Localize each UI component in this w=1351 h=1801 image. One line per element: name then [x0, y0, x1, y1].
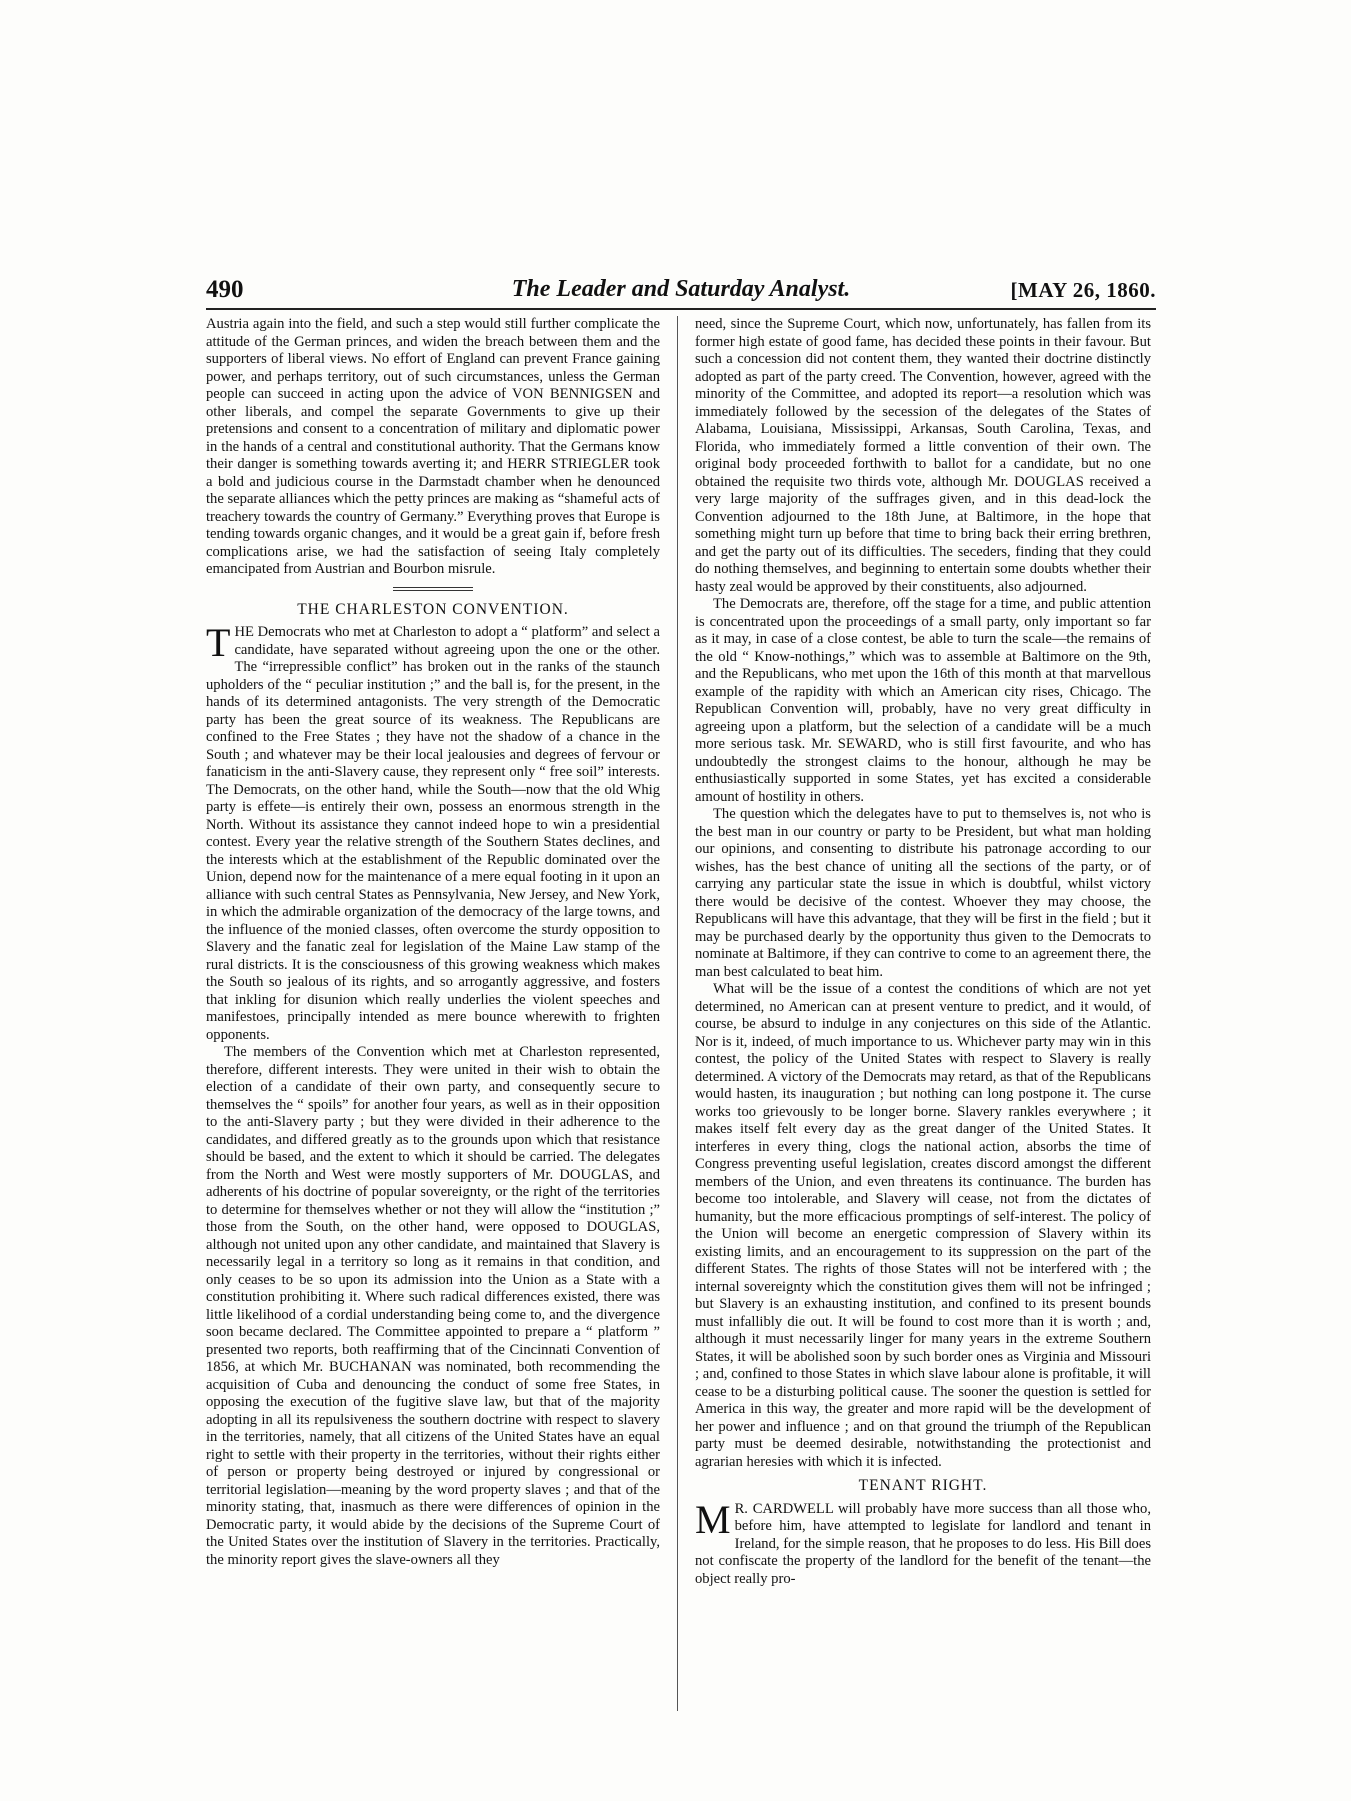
- tenant-right-heading: TENANT RIGHT.: [858, 1477, 988, 1494]
- charleston-paragraph-3: need, since the Supreme Court, which now, unfortunately, has fallen from its former high estate of good fame, has decided these points in their favour. But such a concession did not content them, they wanted their doctrine distinctly adopted as part of the party creed. The Convention, however, agreed with the minority of the Committee, and adopted its report—a resolution which was immediately followed by the secession of the delegates of the States of Alabama, Louisiana, Mississippi, Arkansas, South Carolina, Texas, and Florida, who immediately formed a little convention of their own. The original body proceeded forthwith to ballot for a candidate, but no one obtained the requisite two thirds vote, although Mr. DOUGLAS received a very large majority of the suffrages given, and in this dead-lock the Convention adjourned to the 18th June, at Baltimore, in the hope that something might turn up before that time to bring back their erring brethren, and get the party out of its difficulties. The seceders, finding that they could do nothing themselves, and beginning to entertain some doubts whether their hasty zeal would be approved by their constituents, also adjourned.: [695, 316, 1151, 595]
- charleston-paragraph-2: The members of the Convention which met at Charleston represented, therefore, different interests. They were united in their wish to obtain the election of a candidate of their own party, and consequently secure to themselves the “ spoils” for another four years, as well as in their opposition to the anti-Slavery party ; but they were divided in their adherence to the candidates, and differed greatly as to the grounds upon which that resistance should be based, and the extent to which it should be carried. The delegates from the North and West were mostly supporters of Mr. DOUGLAS, and adherents of his doctrine of popular sovereignty, or the right of the territories to determine for themselves whether or not they will allow the “institution ;” those from the South, on the other hand, were opposed to DOUGLAS, although not united upon any other candidate, and maintained that Slavery is necessarily legal in a territory so long as it remains in that condition, and only ceases to be so upon its admission into the Union as a State with a constitution prohibiting it. Where such radical differences existed, there was little likelihood of a cordial understanding being come to, and the divergence soon became declared. The Committee appointed to prepare a “ platform ” presented two reports, both reaffirming that of the Cincinnati Convention of 1856, at which Mr. BUCHANAN was nominated, both recommending the acquisition of Cuba and denouncing the conduct of some free States, in opposing the execution of the fugitive slave law, but that of the majority adopting in all its repulsiveness the southern doctrine with respect to slavery in the territories, namely, that all citizens of the United States have an equal right to settle with their property in the territories, without their rights either of person or property being destroyed or injured by congressional or territorial legislation—meaning by the word property slaves ; and that of the minority stating, that, inasmuch as there were differences of opinion in the Democratic party, it would abide by the decisions of the Supreme Court of the United States over the institution of Slavery in the territories. Practically, the minority report gives the slave-owners all they: [206, 1044, 660, 1568]
- drop-cap: M: [695, 1496, 731, 1542]
- masthead: [206, 276, 1156, 312]
- charleston-heading: THE CHARLESTON CONVENTION.: [297, 600, 569, 618]
- newspaper-title: The Leader and Saturday Analyst.: [511, 276, 851, 302]
- drop-cap: T: [206, 620, 231, 665]
- charleston-paragraph-1-text: HE Democrats who met at Charleston to adopt a “ platform” and select a candidate, have separated without agreeing upon the one or the other. The “irrepressible conflict” has broken out in the ranks of the staunch upholders of the “ peculiar institution ;” and the ball is, for the present, in the hands of its determined antagonists. The very strength of the Democratic party has been the great source of its weakness. The Republicans are confined to the Free States ; they have not the shadow of a chance in the South ; and whatever may be their local jealousies and degrees of fervour or fanaticism in the anti-Slavery cause, they represent only “ free soil” interests. The Democrats, on the other hand, while the South—now that the old Whig party is effete—is entirely their own, possess an enormous strength in the North. Without its assistance they cannot indeed hope to win a presidential contest. Every year the relative strength of the Southern States declines, and the interests which at the establishment of the Republic dominated over the Union, depend now for the maintenance of a mere equal footing in it upon an alliance with such central States as Pennsylvania, New Jersey, and New York, in which the admirable organization of the democracy of the large towns, and the influence of the monied classes, often overcome the sturdy opposition to Slavery and the fanatic zeal for legislation of the Maine Law stamp of the rural districts. It is the consciousness of this growing weakness which makes the South so jealous of its rights, and so arrogantly aggressive, and fosters that inkling for disunion which really underlies the violent speeches and manifestoes, principally intended as mere bounce wherewith to frighten opponents.: [206, 624, 660, 1043]
- issue-date: [MAY 26, 1860.: [1010, 278, 1156, 302]
- intro-paragraph: Austria again into the field, and such a step would still further complicate the attitude of the German princes, and widen the breach between them and the supporters of liberal views. No effort of England can prevent France gaining power, and perhaps territory, out of such circumstances, unless the German people can succeed in acting upon the advice of VON BENNIGSEN and other liberals, and compel the separate Governments to give up their pretensions and consent to a concentration of military and diplomatic power in the hands of a central and constitutional authority. That the Germans know their danger is something towards averting it; and HERR STRIEGLER took a bold and judicious course in the Darmstadt chamber when he denounced the separate alliances which the petty princes are making as “shameful acts of treachery towards the country of Germany.” Everything proves that Europe is tending towards organic changes, and it would be a great gain if, before fresh complications arise, we had the satisfaction of seeing Italy completely emancipated from Austrian and Bourbon misrule.: [206, 316, 660, 577]
- right-column: [695, 316, 1151, 1588]
- charleston-paragraph-1: [206, 620, 660, 1044]
- charleston-paragraph-5: The question which the delegates have to put to themselves is, not who is the best man in our country or party to be President, but what man holding our opinions, and consenting to distribute his patronage according to our wishes, has the best chance of uniting all the sections of the party, or of carrying any particular state the issue in which is doubtful, whilst victory there would be decisive of the contest. Whoever they may choose, the Republicans will have this advantage, that they will be first in the field ; but it may be purchased dearly by the opportunity thus given to the Democrats to nominate at Baltimore, if they can contrive to come to an agreement there, the man best calculated to beat him.: [695, 806, 1151, 980]
- section-divider: [393, 587, 473, 591]
- page-number: 490: [206, 276, 244, 303]
- left-column: [206, 316, 660, 1569]
- charleston-paragraph-4: The Democrats are, therefore, off the stage for a time, and public attention is concentrated upon the proceedings of a small party, only important so far as it may, in case of a close contest, be able to turn the scale—the remains of the old “ Know-nothings,” which was to assemble at Baltimore on the 9th, and the Republicans, who met upon the 16th of this month at that marvellous example of the rapidity with which an American city rises, Chicago. The Republican Convention will, probably, have no very great difficulty in agreeing upon a platform, but the selection of a candidate will be a much more serious task. Mr. SEWARD, who is still first favourite, and who has undoubtedly the strongest claims to the honour, although he may be enthusiastically supported in some States, yet has excited a considerable amount of hostility in others.: [695, 596, 1151, 805]
- tenant-right-paragraph: [695, 1496, 1151, 1589]
- masthead-rule: [206, 308, 1156, 310]
- tenant-right-paragraph-text: R. CARDWELL will probably have more success than all those who, before him, have attempted to legislate for landlord and tenant in Ireland, for the simple reason, that he proposes to do less. His Bill does not confiscate the property of the landlord for the benefit of the tenant—the object really pro-: [695, 1500, 1151, 1587]
- charleston-paragraph-6: What will be the issue of a contest the conditions of which are not yet determined, no American can at present venture to predict, and it would, of course, be absurd to indulge in any conjectures on this side of the Atlantic. Nor is it, indeed, of much importance to us. Whichever party may win in this contest, the policy of the United States with respect to Slavery is really determined. A victory of the Democrats may retard, as that of the Republicans would hasten, its inauguration ; but nothing can long postpone it. The curse works too grievously to be longer borne. Slavery rankles everywhere ; it makes itself felt every day as the great danger of the United States. It interferes in every thing, clogs the national action, absorbs the time of Congress preventing useful legislation, creates discord amongst the different members of the Union, and even threatens its continuance. The burden has become too intolerable, and Slavery will cease, not from the dictates of humanity, but the more efficacious promptings of self-interest. The policy of the Union will become an energetic compression of Slavery within its existing limits, and an encouragement to its suppression on the part of the different States. The rights of those States will not be interfered with ; the internal sovereignty which the constitution gives them will not be infringed ; but Slavery is an exhausting institution, and confined to its present bounds must infallibly die out. It will be found to cost more than it is worth ; and, although it must necessarily linger for many years in the extreme Southern States, it will be abolished soon by such border ones as Virginia and Missouri ; and, confined to those States in which slave labour alone is profitable, it will cease to be a disturbing political cause. The sooner the question is settled for America in this way, the greater and more rapid will be the development of her power and influence ; and on that ground the triumph of the Republican party must be deemed desirable, notwithstanding the protectionist and agrarian heresies with which it is infected.: [695, 981, 1151, 1470]
- column-rule: [677, 316, 678, 1711]
